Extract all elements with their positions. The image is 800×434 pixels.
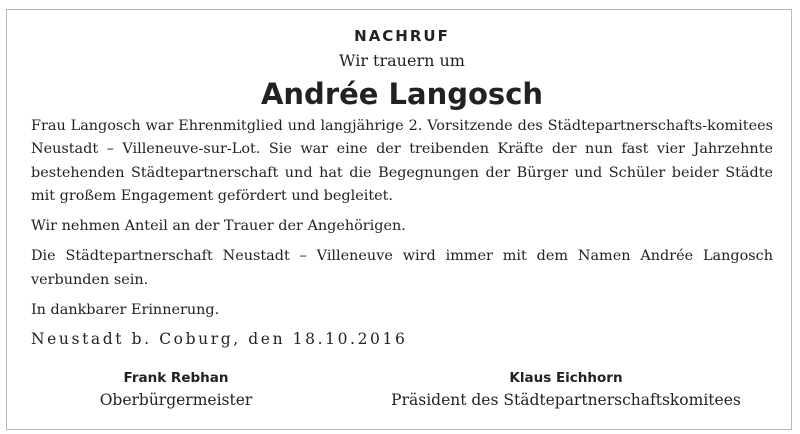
signatory-name: Frank Rebhan — [123, 370, 229, 386]
signatures — [31, 367, 773, 427]
signatory-name: Klaus Eichhorn — [509, 370, 623, 386]
deceased-name: Andrée Langosch — [260, 77, 544, 111]
obituary-content — [31, 18, 773, 409]
paragraph-remembrance: In dankbarer Erinnerung. — [31, 302, 220, 319]
place-date: Neustadt b. Coburg, den 18.10.2016 — [31, 330, 408, 349]
paragraph-tribute: Frau Langosch war Ehrenmitglied und langjährige 2. Vorsitzende des Städtepartnerschafts-komitees Neustadt – Villeneuve-sur-Lot. Sie war eine der treibenden Kräfte der nun fast vier Jahrzehnte bestehenden Städtepartnerschaft und hat die Begegnungen der Bürger und Schüler beider Städte mit großem Engagement gefördert und begleitet. — [31, 118, 773, 204]
paragraph-condolence: Wir nehmen Anteil an der Trauer der Angehörigen. — [31, 218, 406, 235]
signatory-title: Oberbürgermeister — [99, 391, 253, 409]
signatory-title: Präsident des Städtepartnerschaftskomitees — [391, 391, 741, 409]
heading: NACHRUF — [354, 27, 450, 45]
signature-block — [356, 367, 776, 411]
subheading: Wir trauern um — [339, 51, 465, 70]
signature-block — [66, 367, 286, 411]
paragraph-partnership: Die Städtepartnerschaft Neustadt – Villeneuve wird immer mit dem Namen Andrée Langosch verbunden sein. — [31, 248, 773, 288]
